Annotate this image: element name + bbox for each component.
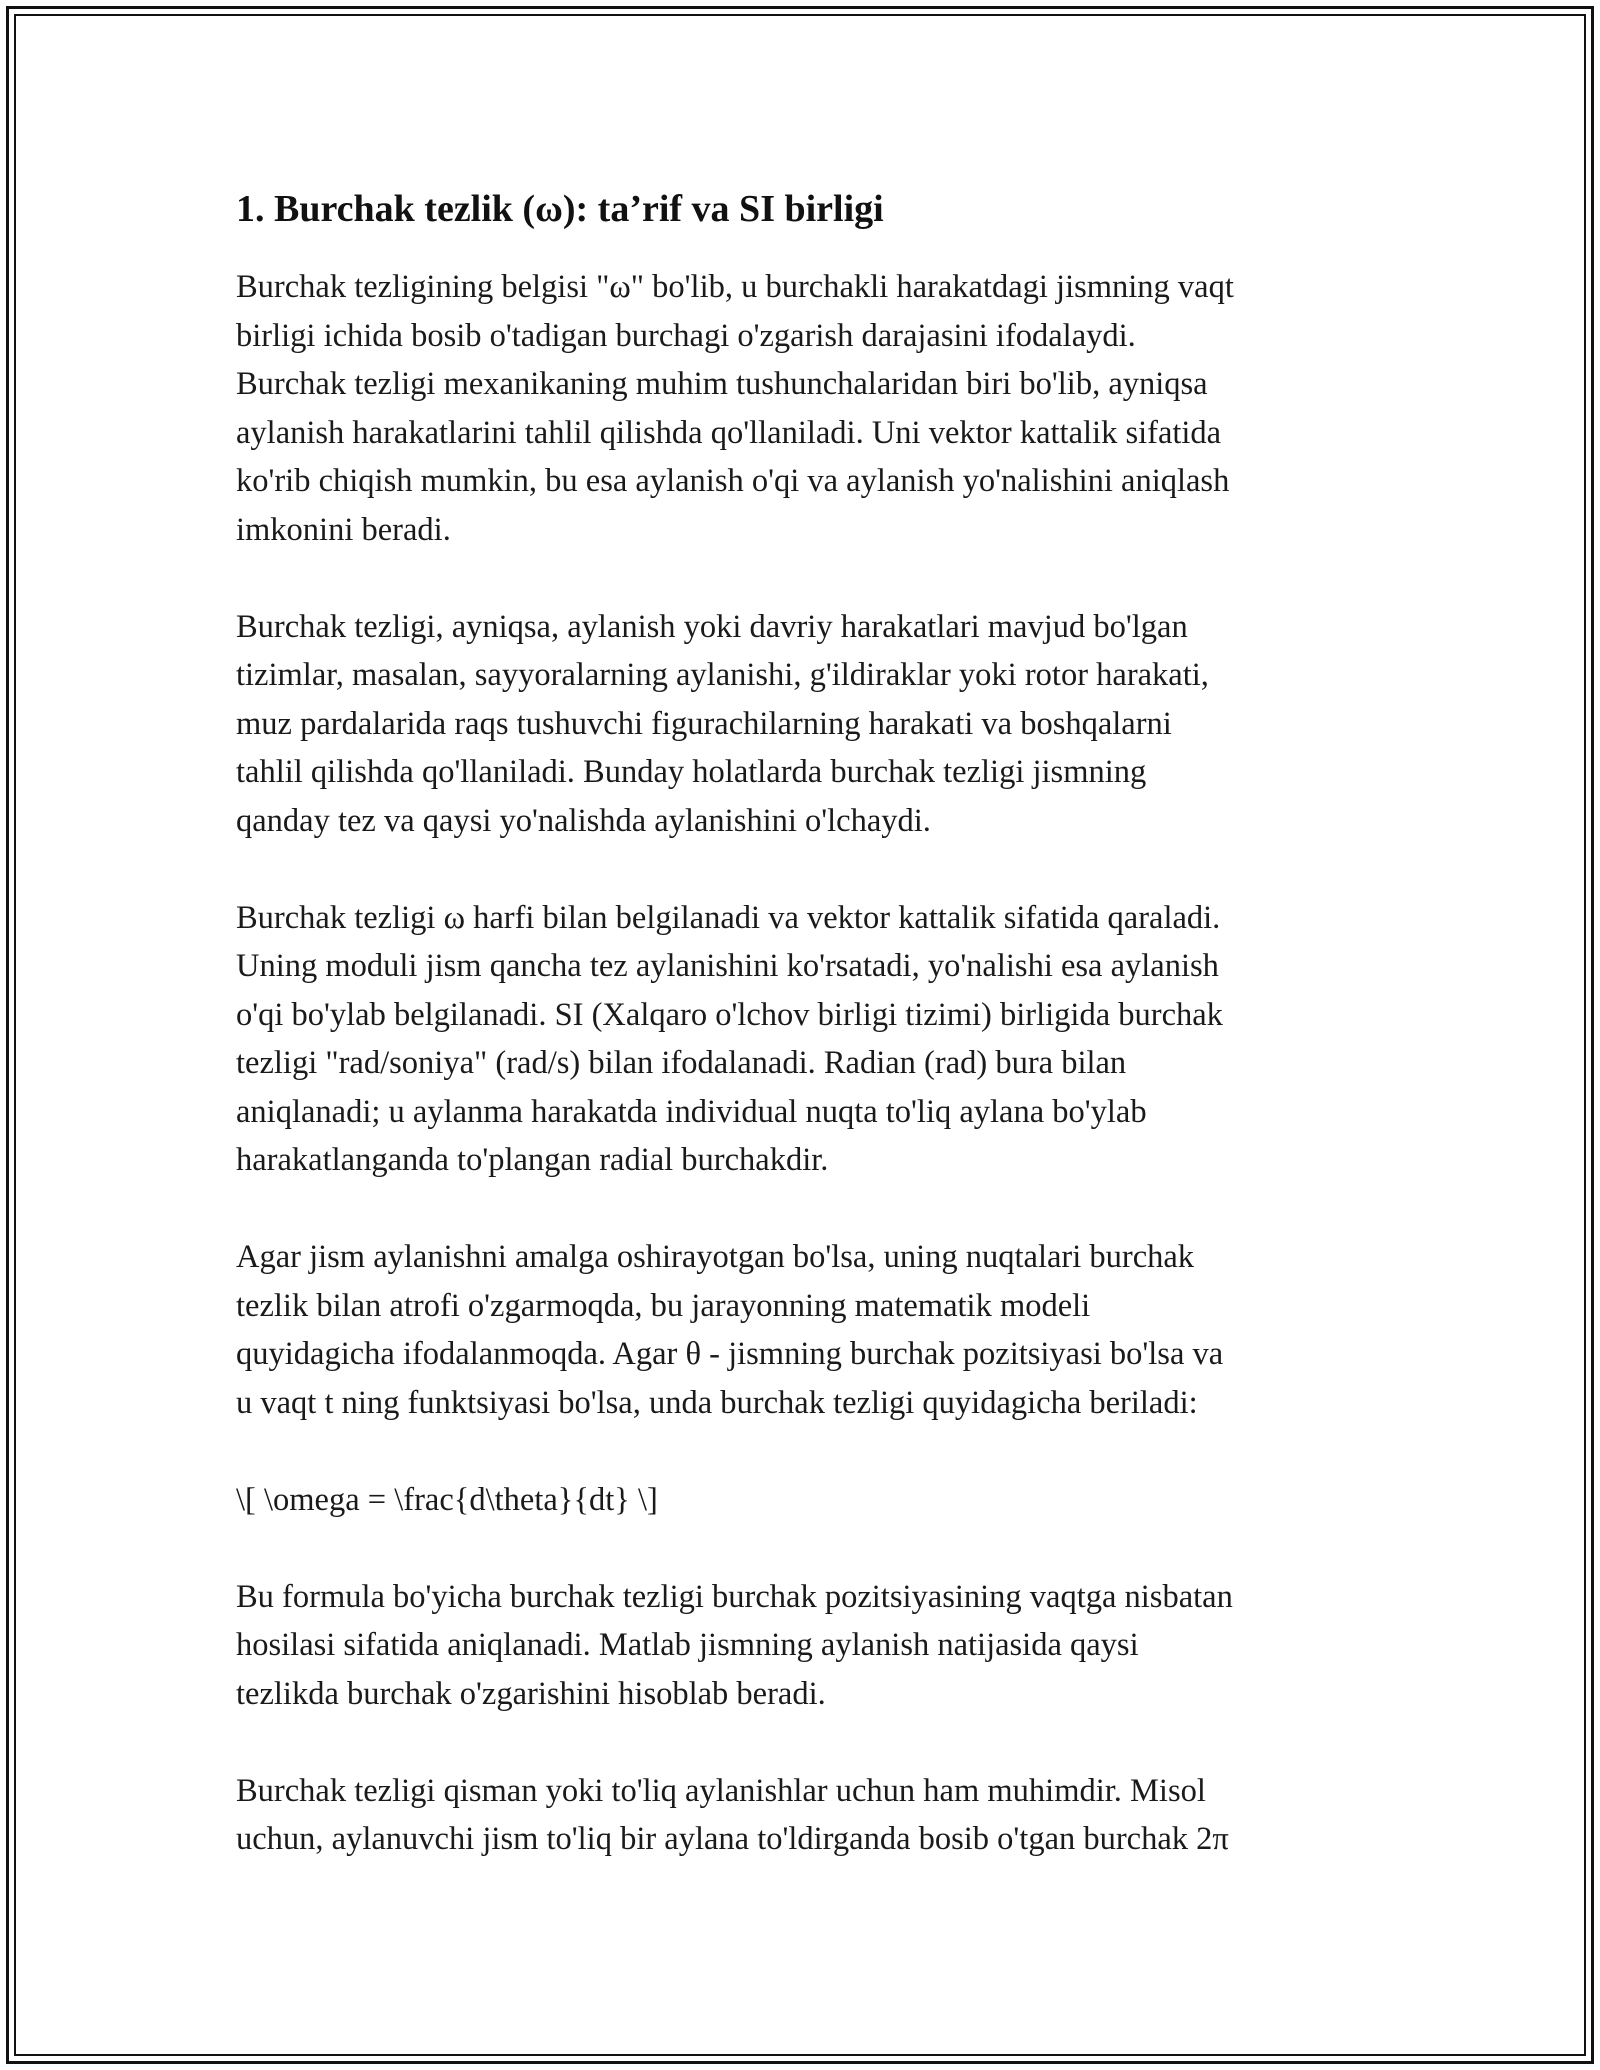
document-body [236, 185, 1366, 1912]
paragraph-math-model: Agar jism aylanishni amalga oshirayotgan bo'lsa, uning nuqtalari burchak tezlik bilan atrofi o'zgarmoqda, bu jarayonning matematik modeli quyidagicha ifodalanmoqda. Agar θ - jismning burchak pozitsiyasi bo'lsa va u vaqt t ning funktsiyasi bo'lsa, unda burchak tezligi quyidagicha beriladi: [236, 1239, 1224, 1421]
paragraph-derivative: Bu formula bo'yicha burchak tezligi burchak pozitsiyasining vaqtga nisbatan hosilasi sifatida aniqlanadi. Matlab jismning aylanish natijasida qaysi tezlikda burchak o'zgarishini hisoblab beradi. [236, 1578, 1233, 1712]
formula-omega: \[ \omega = \frac{d\theta}{dt} \] [236, 1481, 658, 1518]
paragraph-full-rotation: Burchak tezligi qisman yoki to'liq aylanishlar uchun ham muhimdir. Misol uchun, aylanuvchi jism to'liq bir aylana to'ldirganda bosib o'tgan burchak 2π [236, 1772, 1229, 1857]
paragraph-applications: Burchak tezligi, ayniqsa, aylanish yoki davriy harakatlari mavjud bo'lgan tizimlar, masalan, sayyoralarning aylanishi, g'ildiraklar yoki rotor harakati, muz pardalarida raqs tushuvchi figurachilarning harakati va boshqalarni tahlil qilishda qo'llaniladi. Bunday holatlarda burchak tezligi jismning qanday tez va qaysi yo'nalishda aylanishini o'lchaydi. [236, 608, 1209, 839]
paragraph-si-unit: Burchak tezligi ω harfi bilan belgilanadi va vektor kattalik sifatida qaraladi. Uning moduli jism qancha tez aylanishini ko'rsatadi, yo'nalishi esa aylanish o'qi bo'ylab belgilanadi. SI (Xalqaro o'lchov birligi tizimi) birligida burchak tezligi "rad/soniya" (rad/s) bilan ifodalanadi. Radian (rad) bura bilan aniqlanadi; u aylanma harakatda individual nuqta to'liq aylana bo'ylab harakatlanganda to'plangan radial burchakdir. [236, 899, 1223, 1178]
section-heading: 1. Burchak tezlik (ω): ta’rif va SI birligi [236, 188, 884, 230]
paragraph-definition: Burchak tezligining belgisi "ω" bo'lib, u burchakli harakatdagi jismning vaqt birligi ichida bosib o'tadigan burchagi o'zgarish darajasini ifodalaydi. Burchak tezligi mexanikaning muhim tushunchalaridan biri bo'lib, ayniqsa aylanish harakatlarini tahlil qilishda qo'llaniladi. Uni vektor kattalik sifatida ko'rib chiqish mumkin, bu esa aylanish o'qi va aylanish yo'nalishini aniqlash imkonini beradi. [236, 269, 1234, 548]
